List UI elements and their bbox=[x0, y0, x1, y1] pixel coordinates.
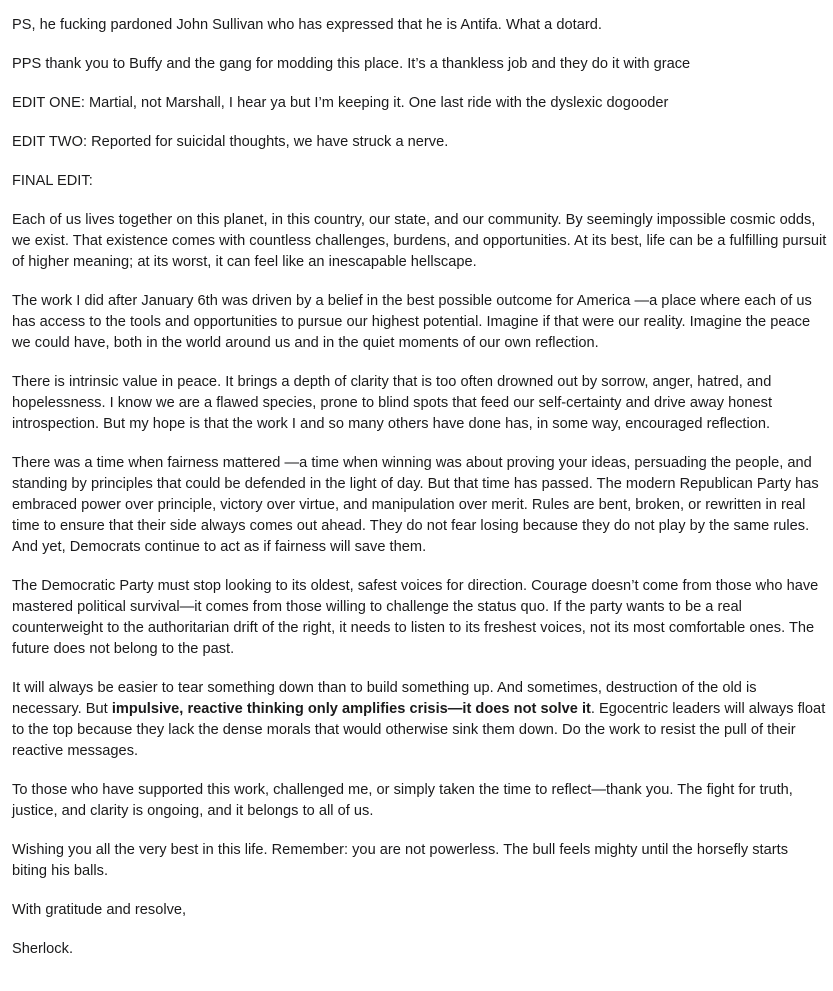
final-edit-heading: FINAL EDIT: bbox=[12, 173, 93, 189]
post-postscript: PPS thank you to Buffy and the gang for modding this place. It’s a thankless job and they do it with grace bbox=[12, 56, 691, 72]
closing-line: With gratitude and resolve, bbox=[12, 902, 187, 918]
paragraph-8: Wishing you all the very best in this life. Remember: you are not powerless. The bull feels mighty until the horsefly starts biting his balls. bbox=[12, 842, 789, 879]
paragraph-2: The work I did after January 6th was driven by a belief in the best possible outcome for America —a place where each of us has access to the tools and opportunities to pursue our highest potential. Imagine if that were our reality. Imagine the peace we could have, both in the world around us and in the quiet moments of our own reflection. bbox=[12, 293, 812, 351]
paragraph-6-start: It will always be easier to tear something down than to build something up. And sometimes, destruction of the old is necessary. But bbox=[12, 680, 757, 717]
paragraph-1: Each of us lives together on this planet, in this country, our state, and our community. By seemingly impossible cosmic odds, we exist. That existence comes with countless challenges, burdens, and opportunities. At its best, life can be a fulfilling pursuit of higher meaning; at its worst, it can feel like an inescapable hellscape. bbox=[12, 212, 827, 270]
paragraph-5: The Democratic Party must stop looking to its oldest, safest voices for direction. Courage doesn’t come from those who have mastered political survival—it comes from those willing to challenge the status quo. If the party wants to be a real counterweight to the authoritarian drift of the right, it needs to listen to its freshest voices, not its most comfortable ones. The future does not belong to the past. bbox=[12, 578, 819, 657]
paragraph-4: There was a time when fairness mattered —a time when winning was about proving your ideas, persuading the people, and standing by principles that could be defended in the light of day. But that time has passed. The modern Republican Party has embraced power over principle, victory over virtue, and manipulation over merit. Rules are bent, broken, or rewritten in real time to ensure that their side always comes out ahead. They do not fear losing because they do not play by the same rules. And yet, Democrats continue to act as if fairness will save them. bbox=[12, 455, 819, 555]
paragraph-3: There is intrinsic value in peace. It brings a depth of clarity that is too often drowned out by sorrow, anger, hatred, and hopelessness. I know we are a flawed species, prone to blind spots that feed our self-certainty and drive away honest introspection. But my hope is that the work I and so many others have done has, in some way, encouraged reflection. bbox=[12, 374, 773, 432]
paragraph-6 bbox=[12, 678, 827, 762]
edit-one: EDIT ONE: Martial, not Marshall, I hear ya but I’m keeping it. One last ride with the dyslexic dogooder bbox=[12, 95, 669, 111]
postscript: PS, he fucking pardoned John Sullivan who has expressed that he is Antifa. What a dotard. bbox=[12, 17, 602, 33]
paragraph-6-bold: impulsive, reactive thinking only amplifies crisis—it does not solve it bbox=[111, 701, 591, 717]
paragraph-6-end: . Egocentric leaders will always float to the top because they lack the dense morals that would otherwise sink them down. Do the work to resist the pull of their reactive messages. bbox=[12, 701, 826, 759]
paragraph-7: To those who have supported this work, challenged me, or simply taken the time to reflect—thank you. The fight for truth, justice, and clarity is ongoing, and it belongs to all of us. bbox=[12, 782, 793, 819]
edit-two: EDIT TWO: Reported for suicidal thoughts, we have struck a nerve. bbox=[12, 134, 449, 150]
signature: Sherlock. bbox=[12, 941, 74, 957]
